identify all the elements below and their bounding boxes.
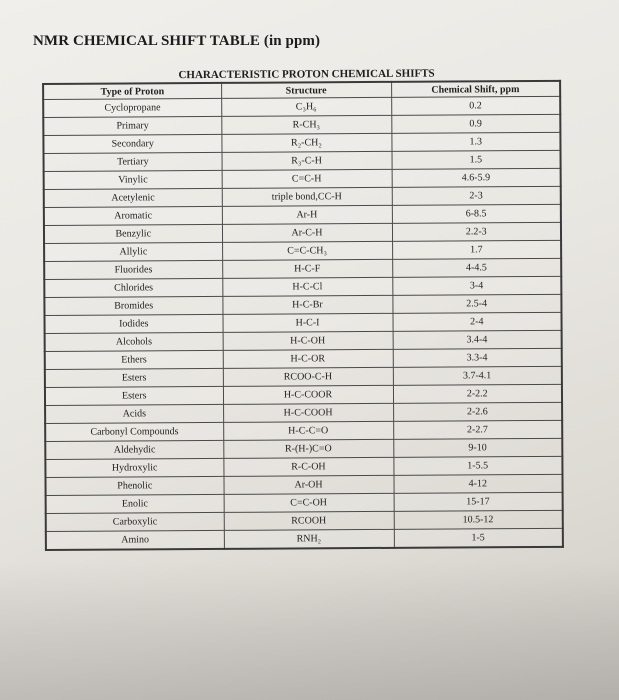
- cell-chemical-shift: 2-2.6: [393, 402, 562, 421]
- cell-chemical-shift: 3.4-4: [393, 330, 562, 349]
- cell-proton-type: Aldehydic: [45, 440, 223, 459]
- cell-chemical-shift: 1-5: [394, 528, 563, 548]
- cell-chemical-shift: 3.3-4: [393, 348, 562, 367]
- cell-structure: triple bond,CC-H: [222, 187, 392, 206]
- cell-chemical-shift: 2-2.2: [393, 384, 562, 403]
- cell-structure: R-C-OH: [223, 457, 393, 476]
- cell-proton-type: Benzylic: [44, 224, 222, 243]
- cell-proton-type: Tertiary: [44, 152, 222, 171]
- cell-structure: H-C-Br: [222, 295, 392, 314]
- cell-chemical-shift: 0.2: [391, 96, 560, 115]
- cell-structure: H-C-F: [222, 259, 392, 278]
- cell-structure: H-C-OH: [223, 331, 393, 350]
- cell-proton-type: Secondary: [43, 134, 221, 153]
- cell-structure: C=C-H: [222, 169, 392, 188]
- cell-proton-type: Aromatic: [44, 206, 222, 225]
- table-row: [46, 528, 563, 550]
- cell-proton-type: Iodides: [44, 314, 222, 333]
- cell-proton-type: Chlorides: [44, 278, 222, 297]
- cell-chemical-shift: 3-4: [392, 276, 561, 295]
- cell-structure: R-(H-)C=O: [223, 439, 393, 458]
- cell-proton-type: Ethers: [45, 350, 223, 369]
- cell-proton-type: Acetylenic: [44, 188, 222, 207]
- cell-chemical-shift: 4-4.5: [392, 258, 561, 277]
- cell-chemical-shift: 1.5: [392, 150, 561, 169]
- cell-structure: C=C-OH: [224, 493, 394, 512]
- cell-structure: RCOO-C-H: [223, 367, 393, 386]
- cell-proton-type: Esters: [45, 368, 223, 387]
- cell-proton-type: Esters: [45, 386, 223, 405]
- cell-chemical-shift: 2.5-4: [392, 294, 561, 313]
- cell-chemical-shift: 6-8.5: [392, 204, 561, 223]
- cell-structure: RCOOH: [224, 511, 394, 530]
- cell-chemical-shift: 15-17: [394, 492, 563, 511]
- cell-chemical-shift: 10.5-12: [394, 510, 563, 529]
- cell-structure: Ar-OH: [223, 475, 393, 494]
- cell-chemical-shift: 1-5.5: [393, 456, 562, 475]
- cell-structure: H-C-COOH: [223, 403, 393, 422]
- cell-proton-type: Hydroxylic: [45, 458, 223, 477]
- cell-structure: C=C-CH₃: [222, 241, 392, 260]
- cell-proton-type: Acids: [45, 404, 223, 423]
- chemical-shift-table-container: [42, 67, 562, 551]
- page-title: NMR CHEMICAL SHIFT TABLE (in ppm): [33, 33, 321, 49]
- cell-chemical-shift: 0.9: [391, 114, 560, 133]
- cell-structure: R₂-CH₂: [221, 133, 391, 152]
- cell-chemical-shift: 2.2-3: [392, 222, 561, 241]
- chemical-shift-table: [42, 80, 564, 551]
- header-chemical-shift: Chemical Shift, ppm: [391, 81, 560, 98]
- cell-chemical-shift: 2-3: [392, 186, 561, 205]
- header-type-of-proton: Type of Proton: [43, 83, 221, 100]
- cell-proton-type: Alcohols: [45, 332, 223, 351]
- cell-structure: C₃H₆: [221, 97, 391, 116]
- cell-proton-type: Cyclopropane: [43, 98, 221, 117]
- header-structure: Structure: [221, 82, 391, 99]
- cell-proton-type: Allylic: [44, 242, 222, 261]
- cell-chemical-shift: 4.6-5.9: [392, 168, 561, 187]
- cell-proton-type: Carboxylic: [46, 512, 224, 531]
- cell-proton-type: Vinylic: [44, 170, 222, 189]
- cell-structure: R₃-C-H: [222, 151, 392, 170]
- cell-structure: Ar-H: [222, 205, 392, 224]
- cell-chemical-shift: 3.7-4.1: [393, 366, 562, 385]
- photo-shadow: [0, 560, 619, 700]
- cell-structure: H-C-Cl: [222, 277, 392, 296]
- cell-proton-type: Primary: [43, 116, 221, 135]
- cell-proton-type: Amino: [46, 530, 224, 550]
- cell-proton-type: Phenolic: [45, 476, 223, 495]
- cell-structure: H-C-OR: [223, 349, 393, 368]
- cell-proton-type: Fluorides: [44, 260, 222, 279]
- cell-structure: H-C-I: [222, 313, 392, 332]
- cell-structure: H-C-C=O: [223, 421, 393, 440]
- cell-structure: Ar-C-H: [222, 223, 392, 242]
- cell-chemical-shift: 4-12: [393, 474, 562, 493]
- cell-structure: R-CH₃: [221, 115, 391, 134]
- table-caption: CHARACTERISTIC PROTON CHEMICAL SHIFTS: [178, 67, 435, 82]
- cell-chemical-shift: 1.7: [392, 240, 561, 259]
- cell-structure: H-C-COOR: [223, 385, 393, 404]
- cell-proton-type: Enolic: [46, 494, 224, 513]
- cell-chemical-shift: 9-10: [393, 438, 562, 457]
- cell-chemical-shift: 2-4: [392, 312, 561, 331]
- cell-proton-type: Carbonyl Compounds: [45, 422, 223, 441]
- cell-chemical-shift: 2-2.7: [393, 420, 562, 439]
- cell-structure: RNH₂: [224, 529, 394, 549]
- cell-chemical-shift: 1.3: [391, 132, 560, 151]
- cell-proton-type: Bromides: [44, 296, 222, 315]
